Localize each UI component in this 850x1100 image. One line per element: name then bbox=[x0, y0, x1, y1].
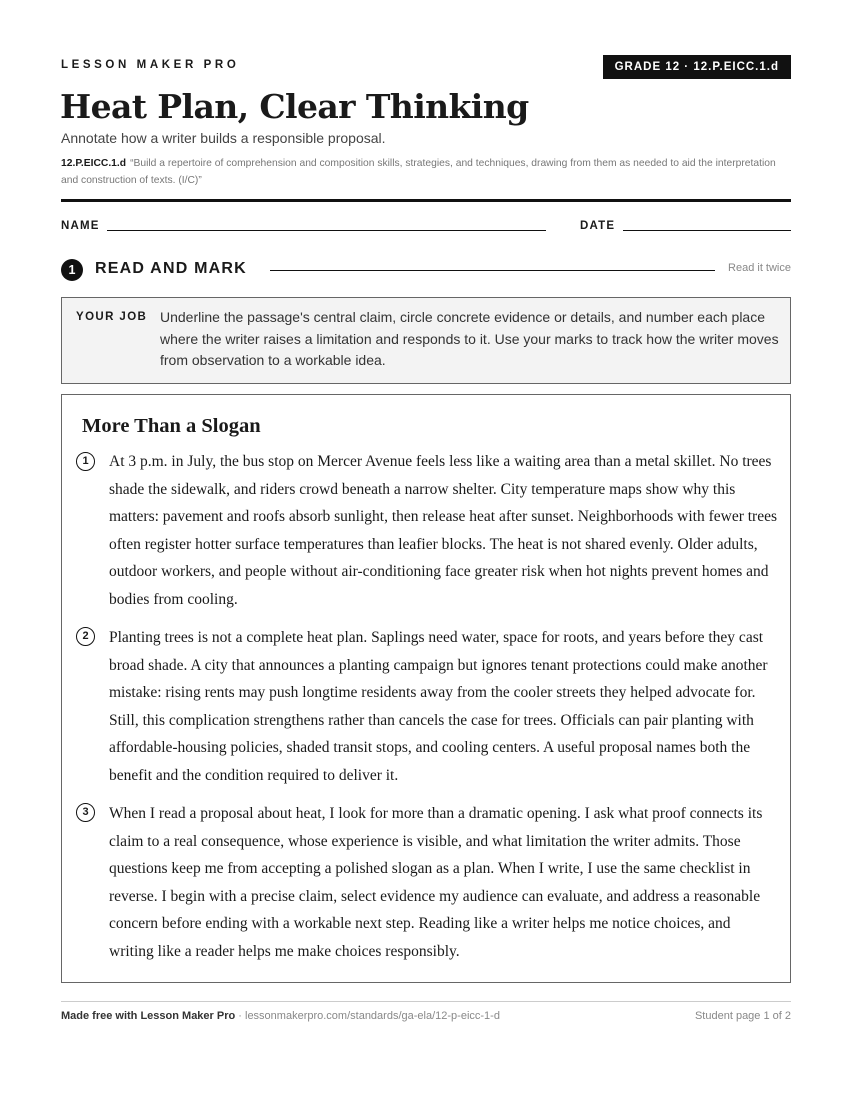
footer-divider bbox=[61, 1001, 791, 1002]
section-note: Read it twice bbox=[728, 262, 791, 274]
date-field[interactable] bbox=[623, 230, 791, 231]
standard-code: 12.P.EICC.1.d bbox=[61, 158, 127, 169]
page-indicator: Student page 1 of 2 bbox=[694, 1010, 791, 1022]
header-divider bbox=[61, 199, 791, 202]
footer-made-with: Made free with Lesson Maker Pro bbox=[61, 1010, 236, 1022]
passage-title: More Than a Slogan bbox=[82, 415, 261, 437]
section-number-badge: 1 bbox=[61, 259, 83, 281]
brand-name: LESSON MAKER PRO bbox=[61, 59, 240, 71]
passage-box bbox=[61, 394, 791, 983]
date-label: DATE bbox=[580, 220, 616, 232]
passage-paragraph: When I read a proposal about heat, I look for more than a dramatic opening. I ask what proof connects its claim to a real consequence, whose experience is visible, and what limitation the writer admits. Those questions keep me from accepting a polished slogan as a plan. When I write, I use the same checklist in reverse. I begin with a precise claim, select evidence my audience can evaluate, and address a reasonable concern before ending with a workable next step. Reading like a writer helps me notice choices, and writing like a reader helps me make choices responsibly. bbox=[109, 805, 763, 960]
top-bar bbox=[61, 55, 791, 79]
standard-description bbox=[61, 155, 791, 189]
worksheet-page bbox=[61, 0, 791, 1100]
instructions-label: YOUR JOB bbox=[76, 311, 148, 323]
paragraph-number: 2 bbox=[76, 627, 95, 646]
standard-text: “Build a repertoire of comprehension and composition skills, strategies, and techniques, drawing from them as needed to aid the interpretation and construction of texts. (I/C)” bbox=[61, 158, 776, 186]
footer-url: · lessonmakerpro.com/standards/ga-ela/12-p-eicc-1-d bbox=[235, 1010, 500, 1022]
instructions-box bbox=[61, 297, 791, 384]
paragraph-number: 3 bbox=[76, 803, 95, 822]
passage-paragraph: At 3 p.m. in July, the bus stop on Mercer Avenue feels less like a waiting area than a metal skillet. No trees shade the sidewalk, and riders crowd beneath a narrow shelter. City temperature maps show why this matters: pavement and roofs absorb sunlight, then release heat after sunset. Neighborhoods with fewer trees often register hotter surface temperatures than leafier blocks. The heat is not shared evenly. Older adults, outdoor workers, and people without air-conditioning face greater risk when hot nights prevent homes and bodies from cooling. bbox=[109, 453, 778, 608]
page-title: Heat Plan, Clear Thinking bbox=[60, 87, 529, 126]
instructions-text: Underline the passage's central claim, circle concrete evidence or details, and number each place where the writer raises a limitation and responds to it. Use your marks to track how the writer moves from observation to a workable idea. bbox=[160, 309, 779, 368]
name-label: NAME bbox=[61, 220, 100, 232]
section-divider bbox=[270, 270, 715, 271]
paragraph-number: 1 bbox=[76, 452, 95, 471]
grade-badge: GRADE 12 · 12.P.EICC.1.d bbox=[603, 55, 791, 79]
footer-credit bbox=[61, 1010, 500, 1022]
name-field[interactable] bbox=[107, 230, 546, 231]
section-title: READ AND MARK bbox=[95, 260, 247, 277]
passage-paragraph: Planting trees is not a complete heat plan. Saplings need water, space for roots, and years before they cast broad shade. A city that announces a planting campaign but ignores tenant protections could make another mistake: rising rents may push longtime residents away from the cooler streets they helped advocate for. Still, this complication strengthens rather than cancels the case for trees. Officials can pair planting with affordable-housing policies, shaded transit stops, and cooling centers. A useful proposal names both the benefit and the condition required to deliver it. bbox=[109, 629, 768, 784]
page-subtitle: Annotate how a writer builds a responsible proposal. bbox=[61, 130, 386, 146]
